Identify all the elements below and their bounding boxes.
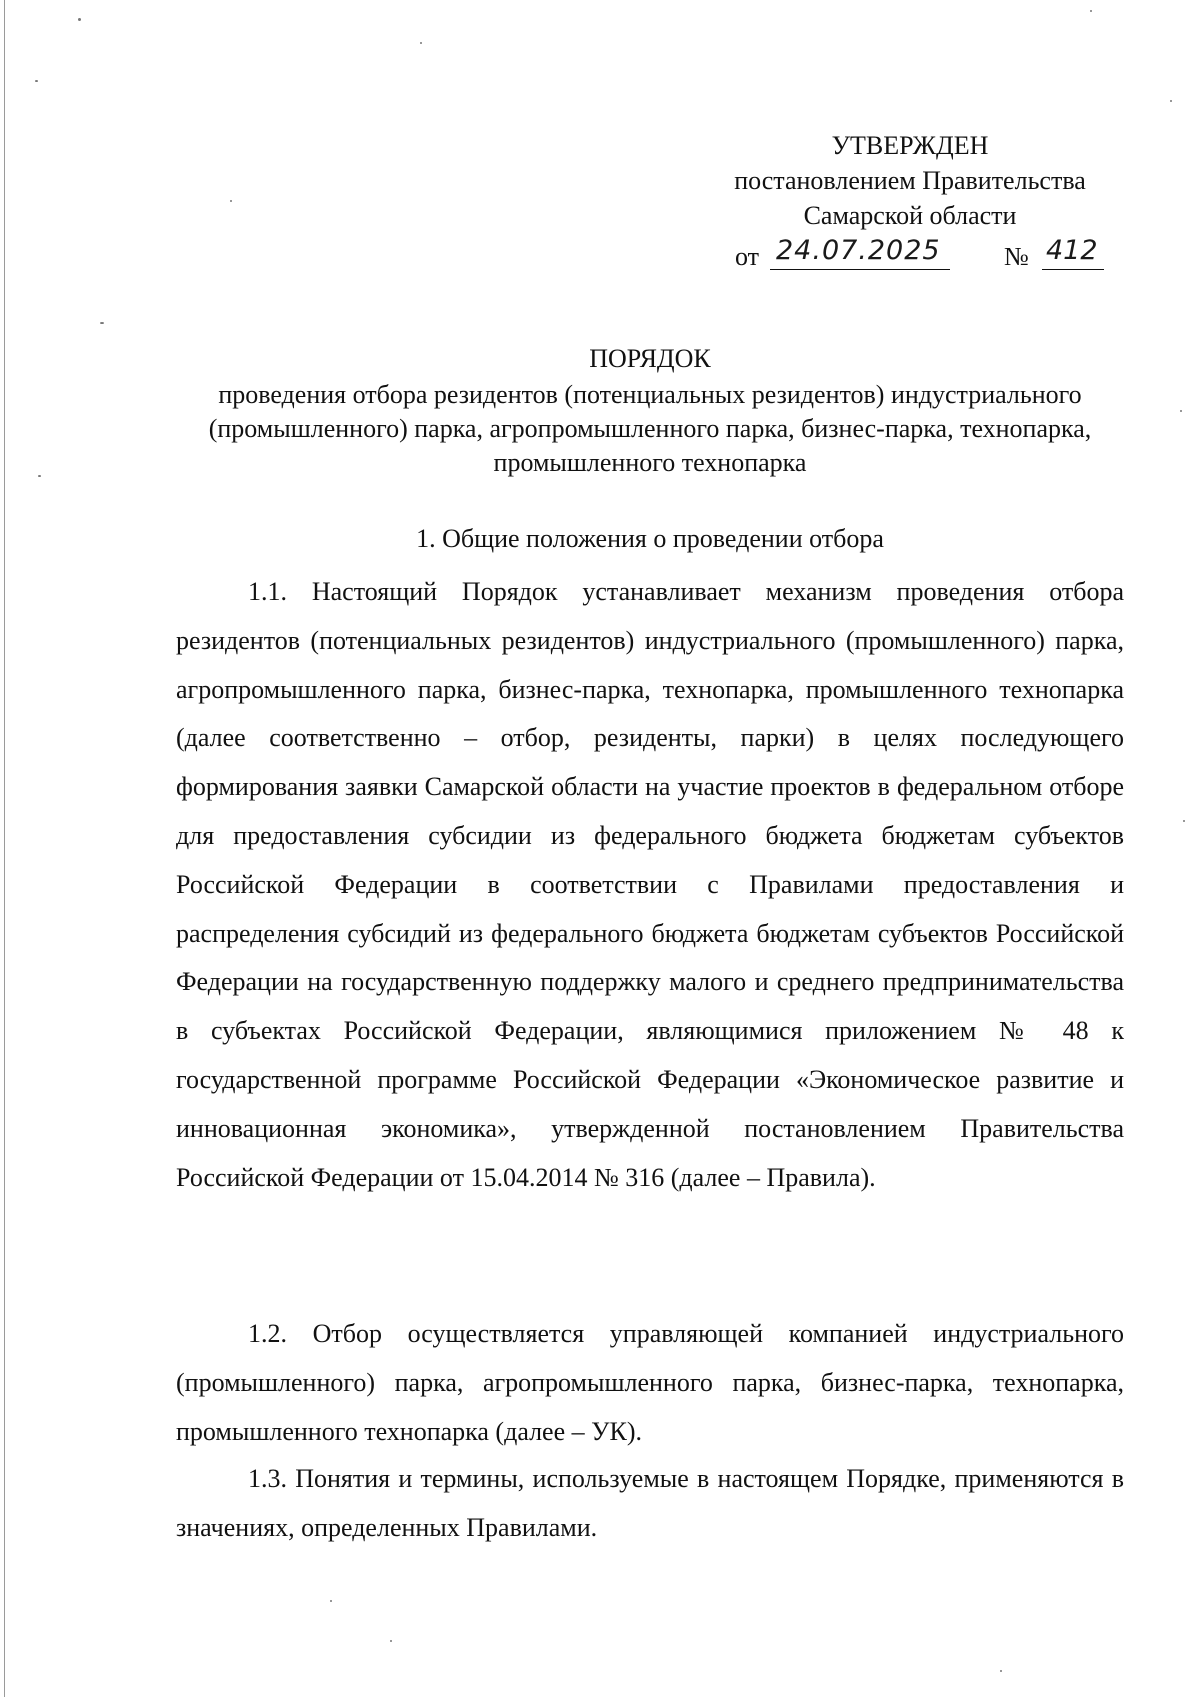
document-title: ПОРЯДОК — [589, 344, 711, 373]
scan-speck — [330, 1600, 332, 1602]
approval-authority: постановлением Правительства — [734, 166, 1086, 195]
approval-stamp — [700, 128, 1120, 275]
scan-speck — [1180, 410, 1182, 412]
approval-title: УТВЕРЖДЕН — [831, 131, 989, 160]
paragraph-text: 1.2. Отбор осуществляется управляющей компанией индустриального (промышленного) парка, агропромышленного парка, бизнес-парка, технопарка, промышленного технопарка (далее – УК). — [176, 1319, 1124, 1446]
scan-speck — [390, 1640, 392, 1642]
scan-speck — [1090, 10, 1092, 12]
approval-date-number-line — [700, 235, 1120, 275]
section-heading: 1. Общие положения о проведении отбора — [416, 524, 884, 553]
number-field — [1042, 235, 1104, 270]
handwritten-date: 24.07.2025 — [776, 235, 941, 266]
number-label: № — [1004, 242, 1029, 271]
scan-speck — [38, 475, 41, 477]
paragraph-1-2 — [176, 1310, 1124, 1456]
document-subtitle: проведения отбора резидентов (потенциальных резидентов) индустриального (промышленного) парка, агропромышленного парка, бизнес-парка, технопарка, промышленного технопарка — [208, 380, 1092, 477]
scan-speck — [1000, 1670, 1002, 1672]
paragraph-text: 1.1. Настоящий Порядок устанавливает механизм проведения отбора резидентов (потенциальных резидентов) индустриального (промышленного) парка, агропромышленного парка, бизнес-парка, технопарка, промышленного технопарка (далее соответственно – отбор, резиденты, парки) в целях последующего формирования заявки Самарской области на участие проектов в федеральном отборе для предоставления субсидии из федерального бюджета бюджетам субъектов Российской Федерации в соответствии с Правилами предоставления и распределения субсидий из федерального бюджета бюджетам субъектов Российской Федерации на государственную поддержку малого и среднего предпринимательства в субъектах Российской Федерации, являющимися приложением № 48 к государственной программе Российской Федерации «Экономическое развитие и инновационная экономика», утвержденной постановлением Правительства Российской Федерации от 15.04.2014 № 316 (далее – Правила). — [176, 577, 1124, 1192]
scan-speck — [35, 80, 38, 82]
handwritten-number: 412 — [1046, 235, 1098, 266]
scan-speck — [230, 200, 232, 202]
approval-region: Самарской области — [803, 201, 1017, 230]
scan-speck — [78, 18, 81, 21]
scan-speck — [420, 42, 422, 44]
page-edge — [4, 0, 5, 1697]
date-prefix: от — [735, 242, 760, 271]
paragraph-text: 1.3. Понятия и термины, используемые в настоящем Порядке, применяются в значениях, определенных Правилами. — [176, 1464, 1124, 1542]
scan-speck — [100, 322, 104, 324]
scan-speck — [1170, 100, 1172, 102]
paragraph-1-1 — [176, 568, 1124, 1202]
scan-speck — [1183, 820, 1185, 822]
date-field — [770, 235, 950, 270]
paragraph-1-3 — [176, 1455, 1124, 1553]
